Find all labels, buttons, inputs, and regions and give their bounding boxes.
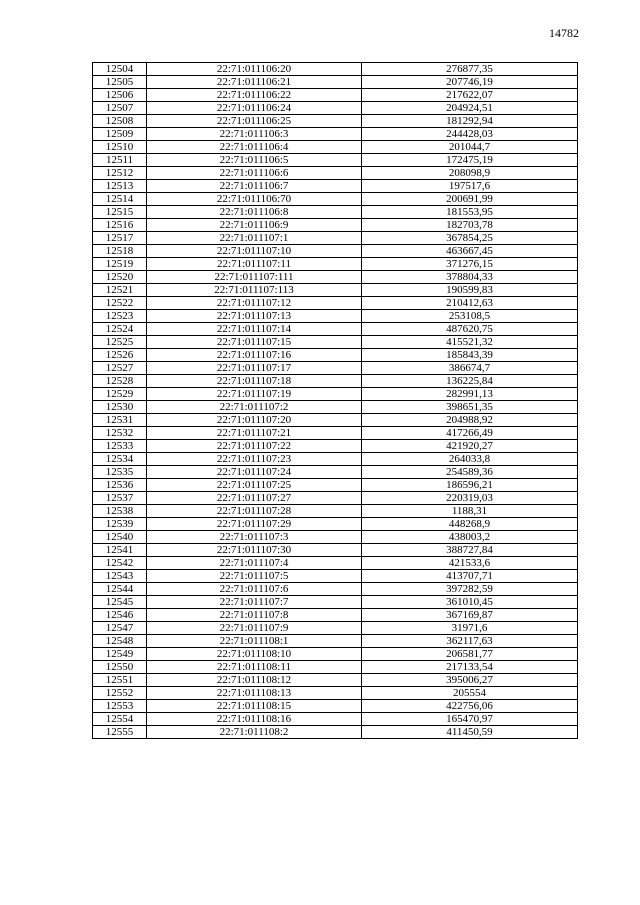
row-number-cell: 12545 <box>93 596 147 609</box>
table-row <box>93 687 578 700</box>
table-row <box>93 310 578 323</box>
table-row <box>93 726 578 739</box>
row-number-cell: 12540 <box>93 531 147 544</box>
row-number-cell: 12520 <box>93 271 147 284</box>
row-number-cell: 12548 <box>93 635 147 648</box>
row-number-cell: 12510 <box>93 141 147 154</box>
value-cell: 172475,19 <box>362 154 578 167</box>
row-number-cell: 12509 <box>93 128 147 141</box>
row-number-cell: 12547 <box>93 622 147 635</box>
table-row <box>93 596 578 609</box>
page-number: 14782 <box>549 26 579 40</box>
value-cell: 413707,71 <box>362 570 578 583</box>
table-row <box>93 375 578 388</box>
row-number-cell: 12539 <box>93 518 147 531</box>
value-cell: 395006,27 <box>362 674 578 687</box>
table-row <box>93 401 578 414</box>
table-body <box>93 63 578 739</box>
table-row <box>93 700 578 713</box>
table-row <box>93 388 578 401</box>
row-number-cell: 12549 <box>93 648 147 661</box>
value-cell: 276877,35 <box>362 63 578 76</box>
row-number-cell: 12535 <box>93 466 147 479</box>
cadastral-number-cell: 22:71:011107:5 <box>147 570 362 583</box>
cadastral-number-cell: 22:71:011106:4 <box>147 141 362 154</box>
value-cell: 386674,7 <box>362 362 578 375</box>
table-row <box>93 661 578 674</box>
value-cell: 204988,92 <box>362 414 578 427</box>
value-cell: 398651,35 <box>362 401 578 414</box>
row-number-cell: 12551 <box>93 674 147 687</box>
row-number-cell: 12516 <box>93 219 147 232</box>
cadastral-number-cell: 22:71:011107:15 <box>147 336 362 349</box>
row-number-cell: 12554 <box>93 713 147 726</box>
value-cell: 217622,07 <box>362 89 578 102</box>
value-cell: 264033,8 <box>362 453 578 466</box>
cadastral-number-cell: 22:71:011107:11 <box>147 258 362 271</box>
table-row <box>93 570 578 583</box>
value-cell: 367854,25 <box>362 232 578 245</box>
table-row <box>93 440 578 453</box>
cadastral-number-cell: 22:71:011108:16 <box>147 713 362 726</box>
cadastral-number-cell: 22:71:011107:7 <box>147 596 362 609</box>
value-cell: 415521,32 <box>362 336 578 349</box>
value-cell: 220319,03 <box>362 492 578 505</box>
table-row <box>93 245 578 258</box>
value-cell: 210412,63 <box>362 297 578 310</box>
row-number-cell: 12522 <box>93 297 147 310</box>
table-row <box>93 297 578 310</box>
cadastral-number-cell: 22:71:011106:7 <box>147 180 362 193</box>
cadastral-number-cell: 22:71:011107:27 <box>147 492 362 505</box>
value-cell: 253108,5 <box>362 310 578 323</box>
table-row <box>93 76 578 89</box>
value-cell: 206581,77 <box>362 648 578 661</box>
value-cell: 190599,83 <box>362 284 578 297</box>
table-row <box>93 544 578 557</box>
table-row <box>93 258 578 271</box>
table-row <box>93 427 578 440</box>
cadastral-number-cell: 22:71:011107:17 <box>147 362 362 375</box>
cadastral-number-cell: 22:71:011107:4 <box>147 557 362 570</box>
table-row <box>93 206 578 219</box>
cadastral-number-cell: 22:71:011107:14 <box>147 323 362 336</box>
cadastral-number-cell: 22:71:011106:25 <box>147 115 362 128</box>
table-row <box>93 219 578 232</box>
table-row <box>93 141 578 154</box>
cadastral-number-cell: 22:71:011107:19 <box>147 388 362 401</box>
cadastral-number-cell: 22:71:011107:2 <box>147 401 362 414</box>
table-row <box>93 648 578 661</box>
cadastral-number-cell: 22:71:011108:12 <box>147 674 362 687</box>
row-number-cell: 12505 <box>93 76 147 89</box>
row-number-cell: 12507 <box>93 102 147 115</box>
cadastral-number-cell: 22:71:011108:15 <box>147 700 362 713</box>
cadastral-number-cell: 22:71:011106:5 <box>147 154 362 167</box>
table-row <box>93 414 578 427</box>
cadastral-number-cell: 22:71:011107:16 <box>147 349 362 362</box>
table-row <box>93 609 578 622</box>
row-number-cell: 12533 <box>93 440 147 453</box>
row-number-cell: 12523 <box>93 310 147 323</box>
table-row <box>93 557 578 570</box>
row-number-cell: 12524 <box>93 323 147 336</box>
cadastral-number-cell: 22:71:011107:13 <box>147 310 362 323</box>
table-row <box>93 102 578 115</box>
row-number-cell: 12528 <box>93 375 147 388</box>
cadastral-number-cell: 22:71:011107:9 <box>147 622 362 635</box>
row-number-cell: 12555 <box>93 726 147 739</box>
cadastral-number-cell: 22:71:011108:11 <box>147 661 362 674</box>
table-row <box>93 479 578 492</box>
row-number-cell: 12541 <box>93 544 147 557</box>
cadastral-number-cell: 22:71:011107:6 <box>147 583 362 596</box>
value-cell: 217133,54 <box>362 661 578 674</box>
cadastral-number-cell: 22:71:011106:24 <box>147 102 362 115</box>
row-number-cell: 12529 <box>93 388 147 401</box>
cadastral-value-table <box>92 62 578 739</box>
row-number-cell: 12553 <box>93 700 147 713</box>
table-row <box>93 63 578 76</box>
cadastral-number-cell: 22:71:011107:23 <box>147 453 362 466</box>
row-number-cell: 12506 <box>93 89 147 102</box>
table-row <box>93 362 578 375</box>
value-cell: 204924,51 <box>362 102 578 115</box>
table-row <box>93 583 578 596</box>
table-row <box>93 674 578 687</box>
row-number-cell: 12514 <box>93 193 147 206</box>
cadastral-number-cell: 22:71:011107:29 <box>147 518 362 531</box>
row-number-cell: 12513 <box>93 180 147 193</box>
value-cell: 282991,13 <box>362 388 578 401</box>
value-cell: 448268,9 <box>362 518 578 531</box>
value-cell: 362117,63 <box>362 635 578 648</box>
cadastral-number-cell: 22:71:011107:1 <box>147 232 362 245</box>
value-cell: 197517,6 <box>362 180 578 193</box>
value-cell: 205554 <box>362 687 578 700</box>
row-number-cell: 12534 <box>93 453 147 466</box>
row-number-cell: 12518 <box>93 245 147 258</box>
table-row <box>93 635 578 648</box>
value-cell: 378804,33 <box>362 271 578 284</box>
cadastral-number-cell: 22:71:011107:20 <box>147 414 362 427</box>
cadastral-number-cell: 22:71:011107:8 <box>147 609 362 622</box>
table-row <box>93 531 578 544</box>
table-row <box>93 271 578 284</box>
cadastral-number-cell: 22:71:011106:3 <box>147 128 362 141</box>
value-cell: 207746,19 <box>362 76 578 89</box>
table-row <box>93 115 578 128</box>
table-row <box>93 128 578 141</box>
value-cell: 397282,59 <box>362 583 578 596</box>
cadastral-number-cell: 22:71:011107:113 <box>147 284 362 297</box>
cadastral-number-cell: 22:71:011107:111 <box>147 271 362 284</box>
value-cell: 185843,39 <box>362 349 578 362</box>
value-cell: 422756,06 <box>362 700 578 713</box>
cadastral-number-cell: 22:71:011106:8 <box>147 206 362 219</box>
value-cell: 371276,15 <box>362 258 578 271</box>
value-cell: 421533,6 <box>362 557 578 570</box>
cadastral-number-cell: 22:71:011107:18 <box>147 375 362 388</box>
table-row <box>93 154 578 167</box>
value-cell: 388727,84 <box>362 544 578 557</box>
value-cell: 463667,45 <box>362 245 578 258</box>
cadastral-number-cell: 22:71:011108:1 <box>147 635 362 648</box>
table-row <box>93 284 578 297</box>
value-cell: 417266,49 <box>362 427 578 440</box>
value-cell: 136225,84 <box>362 375 578 388</box>
row-number-cell: 12504 <box>93 63 147 76</box>
row-number-cell: 12538 <box>93 505 147 518</box>
table-row <box>93 622 578 635</box>
table-row <box>93 193 578 206</box>
cadastral-number-cell: 22:71:011107:25 <box>147 479 362 492</box>
cadastral-number-cell: 22:71:011106:6 <box>147 167 362 180</box>
cadastral-number-cell: 22:71:011108:10 <box>147 648 362 661</box>
cadastral-number-cell: 22:71:011106:21 <box>147 76 362 89</box>
value-cell: 411450,59 <box>362 726 578 739</box>
row-number-cell: 12546 <box>93 609 147 622</box>
row-number-cell: 12526 <box>93 349 147 362</box>
value-cell: 421920,27 <box>362 440 578 453</box>
cadastral-number-cell: 22:71:011107:12 <box>147 297 362 310</box>
cadastral-number-cell: 22:71:011107:24 <box>147 466 362 479</box>
table-row <box>93 349 578 362</box>
cadastral-number-cell: 22:71:011108:2 <box>147 726 362 739</box>
row-number-cell: 12543 <box>93 570 147 583</box>
value-cell: 181292,94 <box>362 115 578 128</box>
row-number-cell: 12537 <box>93 492 147 505</box>
row-number-cell: 12544 <box>93 583 147 596</box>
table-row <box>93 518 578 531</box>
table-row <box>93 505 578 518</box>
value-cell: 182703,78 <box>362 219 578 232</box>
cadastral-number-cell: 22:71:011106:20 <box>147 63 362 76</box>
value-cell: 244428,03 <box>362 128 578 141</box>
row-number-cell: 12550 <box>93 661 147 674</box>
row-number-cell: 12515 <box>93 206 147 219</box>
value-cell: 181553,95 <box>362 206 578 219</box>
row-number-cell: 12532 <box>93 427 147 440</box>
cadastral-number-cell: 22:71:011106:70 <box>147 193 362 206</box>
value-cell: 438003,2 <box>362 531 578 544</box>
value-cell: 208098,9 <box>362 167 578 180</box>
row-number-cell: 12521 <box>93 284 147 297</box>
cadastral-number-cell: 22:71:011107:3 <box>147 531 362 544</box>
table-row <box>93 492 578 505</box>
value-cell: 254589,36 <box>362 466 578 479</box>
row-number-cell: 12530 <box>93 401 147 414</box>
row-number-cell: 12508 <box>93 115 147 128</box>
row-number-cell: 12525 <box>93 336 147 349</box>
value-cell: 200691,99 <box>362 193 578 206</box>
value-cell: 201044,7 <box>362 141 578 154</box>
value-cell: 165470,97 <box>362 713 578 726</box>
table-row <box>93 89 578 102</box>
cadastral-number-cell: 22:71:011106:9 <box>147 219 362 232</box>
table-row <box>93 232 578 245</box>
cadastral-number-cell: 22:71:011107:28 <box>147 505 362 518</box>
value-cell: 186596,21 <box>362 479 578 492</box>
cadastral-number-cell: 22:71:011108:13 <box>147 687 362 700</box>
row-number-cell: 12512 <box>93 167 147 180</box>
table-row <box>93 453 578 466</box>
row-number-cell: 12542 <box>93 557 147 570</box>
row-number-cell: 12536 <box>93 479 147 492</box>
cadastral-number-cell: 22:71:011106:22 <box>147 89 362 102</box>
table-row <box>93 167 578 180</box>
table-row <box>93 336 578 349</box>
value-cell: 367169,87 <box>362 609 578 622</box>
value-cell: 31971,6 <box>362 622 578 635</box>
cadastral-number-cell: 22:71:011107:10 <box>147 245 362 258</box>
table-row <box>93 466 578 479</box>
value-cell: 1188,31 <box>362 505 578 518</box>
cadastral-number-cell: 22:71:011107:22 <box>147 440 362 453</box>
row-number-cell: 12517 <box>93 232 147 245</box>
table-row <box>93 180 578 193</box>
row-number-cell: 12519 <box>93 258 147 271</box>
row-number-cell: 12552 <box>93 687 147 700</box>
row-number-cell: 12527 <box>93 362 147 375</box>
cadastral-number-cell: 22:71:011107:21 <box>147 427 362 440</box>
cadastral-number-cell: 22:71:011107:30 <box>147 544 362 557</box>
value-cell: 487620,75 <box>362 323 578 336</box>
value-cell: 361010,45 <box>362 596 578 609</box>
table-row <box>93 713 578 726</box>
row-number-cell: 12511 <box>93 154 147 167</box>
table-row <box>93 323 578 336</box>
row-number-cell: 12531 <box>93 414 147 427</box>
